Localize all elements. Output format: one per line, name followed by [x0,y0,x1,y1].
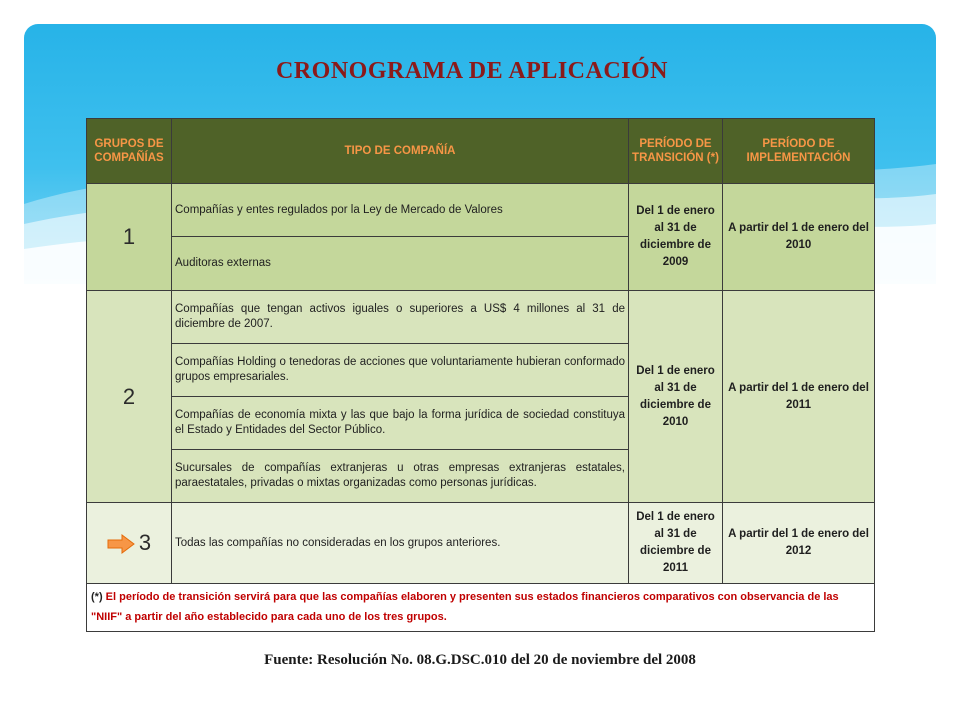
header-type: TIPO DE COMPAÑÍA [172,119,629,184]
company-type-cell: Compañías que tengan activos iguales o superiores a US$ 4 millones al 31 de diciembre de 2007. [172,290,629,343]
company-type-cell: Compañías de economía mixta y las que bajo la forma jurídica de sociedad constituya el Estado y Entidades del Sector Público. [172,397,629,450]
company-type-cell: Auditoras externas [172,237,629,290]
table-row [87,290,875,343]
note-marker: (*) [91,591,103,604]
table-note-row [87,583,875,631]
company-type-cell: Sucursales de compañías extranjeras u otras empresas extranjeras estatales, paraestatales, privadas o mixtas organizadas como personas jurídicas. [172,450,629,503]
header-transition: PERÍODO DE TRANSICIÓN (*) [629,119,723,184]
transition-period-2: Del 1 de enero al 31 de diciembre de 2010 [629,290,723,503]
transition-period-3: Del 1 de enero al 31 de diciembre de 2011 [629,503,723,583]
table-header-row [87,119,875,184]
note-text: El período de transición servirá para que las compañías elaboren y presenten sus estados financieros comparativos con observancia de las "NIIF" a partir del año establecido para cada uno de los tres grupos. [91,591,839,624]
group-number-3-cell [87,503,172,583]
header-implementation: PERÍODO DE IMPLEMENTACIÓN [723,119,875,184]
company-type-cell: Compañías y entes regulados por la Ley de Mercado de Valores [172,184,629,237]
table-row [87,503,875,583]
transition-note [87,583,875,631]
company-type-cell: Todas las compañías no consideradas en los grupos anteriores. [172,503,629,583]
implementation-period-3: A partir del 1 de enero del 2012 [723,503,875,583]
transition-period-1: Del 1 de enero al 31 de diciembre de 2009 [629,184,723,290]
source-citation: Fuente: Resolución No. 08.G.DSC.010 del 20 de noviembre del 2008 [264,652,696,668]
header-groups: GRUPOS DE COMPAÑÍAS [87,119,172,184]
group-number-1: 1 [87,184,172,290]
schedule-table [86,118,875,632]
group-number-3: 3 [138,530,152,556]
company-type-cell: Compañías Holding o tenedoras de acciones que voluntariamente hubieran conformado grupos empresariales. [172,343,629,396]
arrow-right-icon [107,534,135,554]
group-number-2: 2 [87,290,172,503]
page-title: CRONOGRAMA DE APLICACIÓN [275,58,668,84]
implementation-period-1: A partir del 1 de enero del 2010 [723,184,875,290]
table-row [87,184,875,237]
implementation-period-2: A partir del 1 de enero del 2011 [723,290,875,503]
